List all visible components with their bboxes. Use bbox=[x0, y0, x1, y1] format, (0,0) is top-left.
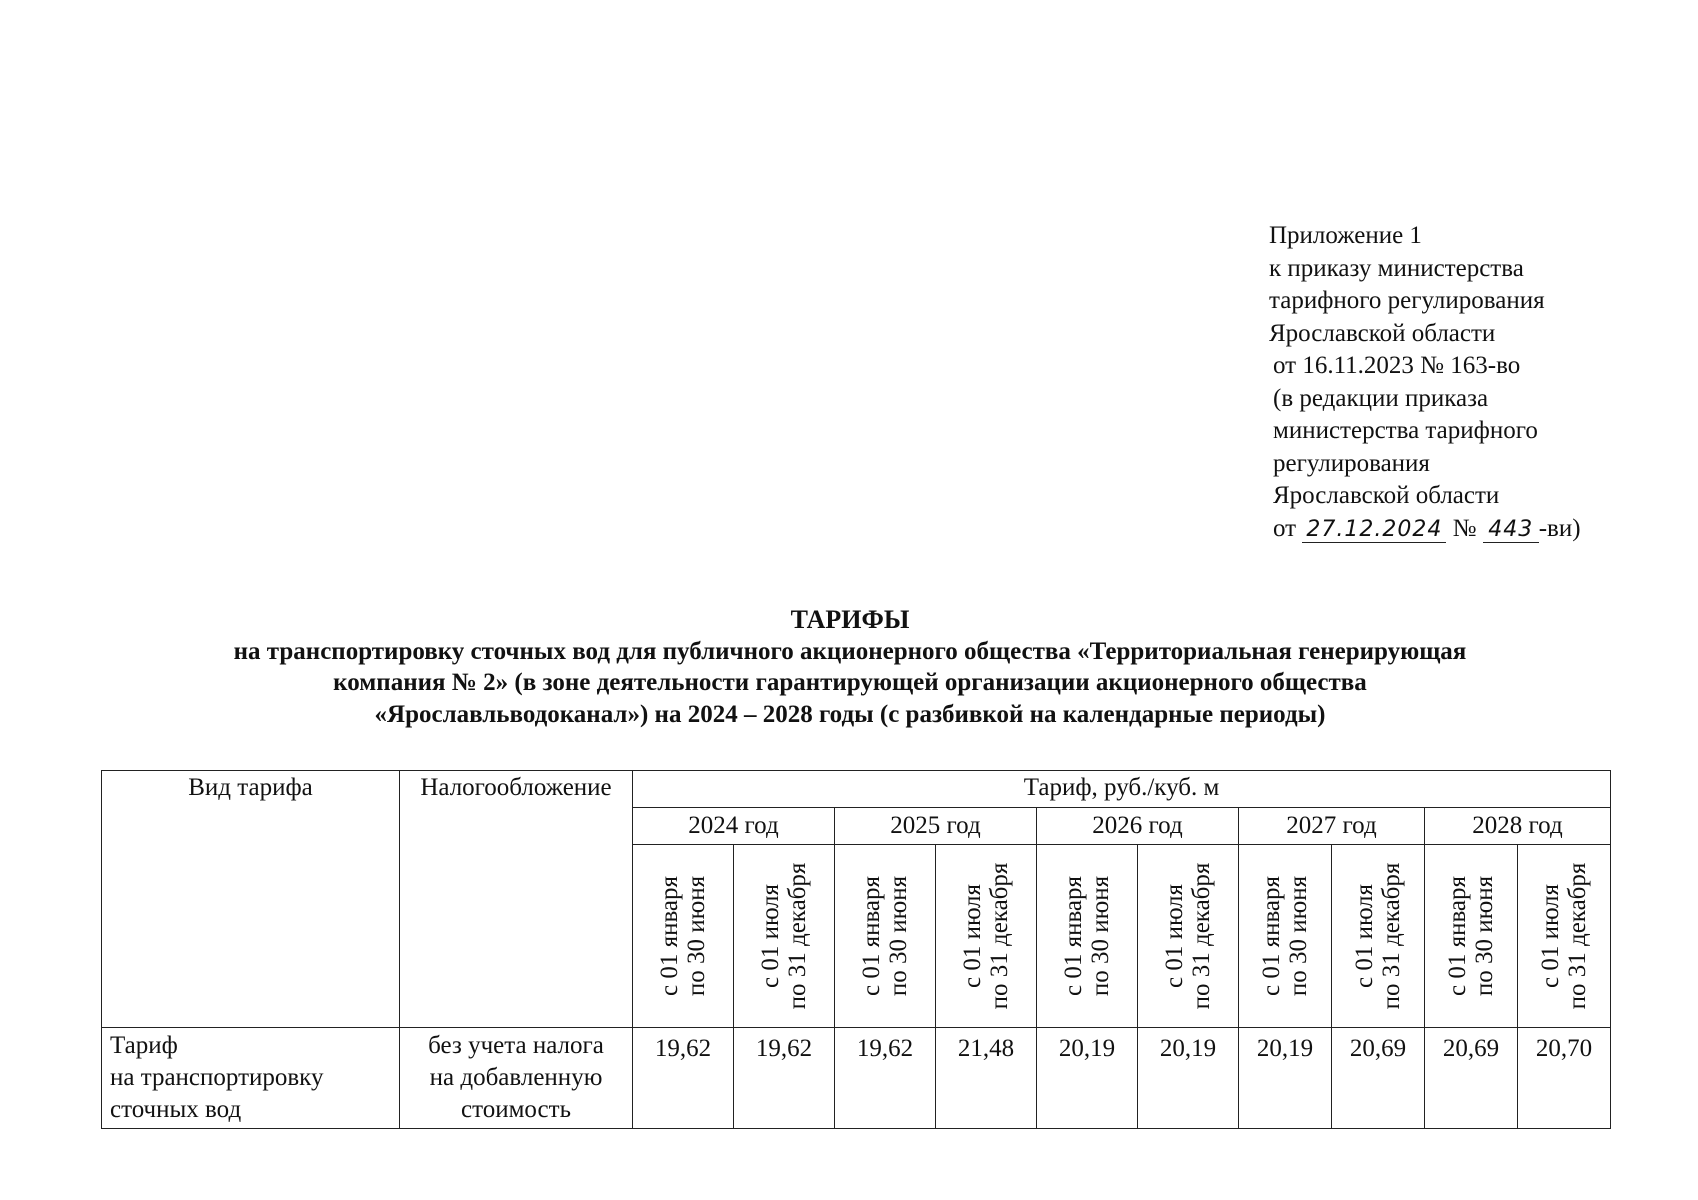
period-from: с 01 июля bbox=[1161, 884, 1188, 989]
cell-value: 20,19 bbox=[1239, 1028, 1332, 1129]
cell-tariff-type bbox=[102, 1028, 400, 1129]
header-period bbox=[1425, 845, 1518, 1028]
cell-value: 20,19 bbox=[1037, 1028, 1138, 1129]
period-to: по 30 июня bbox=[1087, 875, 1114, 997]
cell-text: без учета налога bbox=[428, 1032, 604, 1059]
cell-value: 19,62 bbox=[633, 1028, 734, 1129]
title-line: на транспортировку сточных вод для публичного акционерного общества «Территориальная генерирующая bbox=[233, 637, 1467, 665]
tariff-table bbox=[101, 770, 1611, 1129]
document-title bbox=[100, 604, 1600, 730]
cell-value: 20,69 bbox=[1332, 1028, 1425, 1129]
header-period bbox=[835, 845, 936, 1028]
period-from: с 01 января bbox=[1444, 875, 1471, 997]
appendix-line: Ярославской области bbox=[1269, 319, 1496, 347]
appendix-line: регулирования bbox=[1273, 449, 1430, 477]
header-year: 2026 год bbox=[1037, 808, 1239, 845]
appendix-line: к приказу министерства bbox=[1269, 254, 1524, 282]
appendix-suffix: -ви) bbox=[1538, 514, 1581, 542]
table-row bbox=[102, 1028, 1611, 1129]
period-to: по 30 июня bbox=[683, 875, 710, 997]
period-to: по 31 декабря bbox=[784, 862, 811, 1010]
cell-value: 19,62 bbox=[835, 1028, 936, 1129]
header-year: 2024 год bbox=[633, 808, 835, 845]
cell-text: Тариф bbox=[110, 1032, 178, 1059]
period-from: с 01 июля bbox=[959, 884, 986, 989]
period-from: с 01 января bbox=[656, 875, 683, 997]
title-main: ТАРИФЫ bbox=[790, 605, 910, 634]
period-from: с 01 июля bbox=[1351, 884, 1378, 989]
cell-value: 20,19 bbox=[1138, 1028, 1239, 1129]
header-period bbox=[734, 845, 835, 1028]
header-period bbox=[1518, 845, 1611, 1028]
cell-value: 20,69 bbox=[1425, 1028, 1518, 1129]
period-from: с 01 января bbox=[1060, 875, 1087, 997]
appendix-from-prefix: от bbox=[1273, 514, 1297, 542]
title-line: компания № 2» (в зоне деятельности гарантирующей организации акционерного общества bbox=[333, 669, 1367, 696]
header-tariff-unit: Тариф, руб./куб. м bbox=[633, 771, 1611, 808]
cell-text: сточных вод bbox=[110, 1096, 242, 1123]
period-to: по 31 декабря bbox=[1378, 862, 1405, 1010]
appendix-line: (в редакции приказа bbox=[1273, 384, 1489, 412]
period-from: с 01 июля bbox=[1537, 884, 1564, 989]
cell-text: на добавленную bbox=[429, 1064, 603, 1091]
header-period bbox=[1037, 845, 1138, 1028]
appendix-line: от 16.11.2023 № 163-во bbox=[1273, 352, 1521, 379]
title-line: «Ярославльводоканал») на 2024 – 2028 годы (с разбивкой на календарные периоды) bbox=[374, 700, 1326, 728]
period-to: по 31 декабря bbox=[1564, 862, 1591, 1010]
cell-value: 21,48 bbox=[936, 1028, 1037, 1129]
appendix-last-line bbox=[1265, 513, 1685, 546]
appendix-line: тарифного регулирования bbox=[1269, 287, 1545, 314]
cell-text: стоимость bbox=[461, 1096, 571, 1123]
period-to: по 31 декабря bbox=[986, 862, 1013, 1010]
header-tariff-type: Вид тарифа bbox=[102, 771, 400, 1028]
appendix-line: Ярославской области bbox=[1273, 482, 1500, 509]
header-year: 2025 год bbox=[835, 808, 1037, 845]
cell-taxation bbox=[400, 1028, 633, 1129]
appendix-line: Приложение 1 bbox=[1269, 222, 1422, 249]
appendix-reference bbox=[1265, 220, 1685, 545]
cell-value: 20,70 bbox=[1518, 1028, 1611, 1129]
appendix-line: министерства тарифного bbox=[1273, 417, 1538, 444]
period-to: по 30 июня bbox=[1285, 875, 1312, 997]
cell-value: 19,62 bbox=[734, 1028, 835, 1129]
number-sign: № bbox=[1452, 514, 1477, 542]
period-to: по 30 июня bbox=[1471, 875, 1498, 997]
header-year: 2027 год bbox=[1239, 808, 1425, 845]
period-to: по 30 июня bbox=[885, 875, 912, 997]
header-period bbox=[633, 845, 734, 1028]
cell-text: на транспортировку bbox=[110, 1064, 324, 1091]
header-taxation: Налогообложение bbox=[400, 771, 633, 1028]
period-from: с 01 января bbox=[858, 875, 885, 997]
header-period bbox=[1332, 845, 1425, 1028]
header-period bbox=[1138, 845, 1239, 1028]
period-to: по 31 декабря bbox=[1188, 862, 1215, 1010]
period-from: с 01 июля bbox=[757, 884, 784, 989]
header-period bbox=[936, 845, 1037, 1028]
handwritten-number: 443 bbox=[1483, 518, 1539, 543]
period-from: с 01 января bbox=[1258, 875, 1285, 997]
handwritten-date: 27.12.2024 bbox=[1302, 518, 1446, 543]
header-year: 2028 год bbox=[1425, 808, 1611, 845]
header-period bbox=[1239, 845, 1332, 1028]
